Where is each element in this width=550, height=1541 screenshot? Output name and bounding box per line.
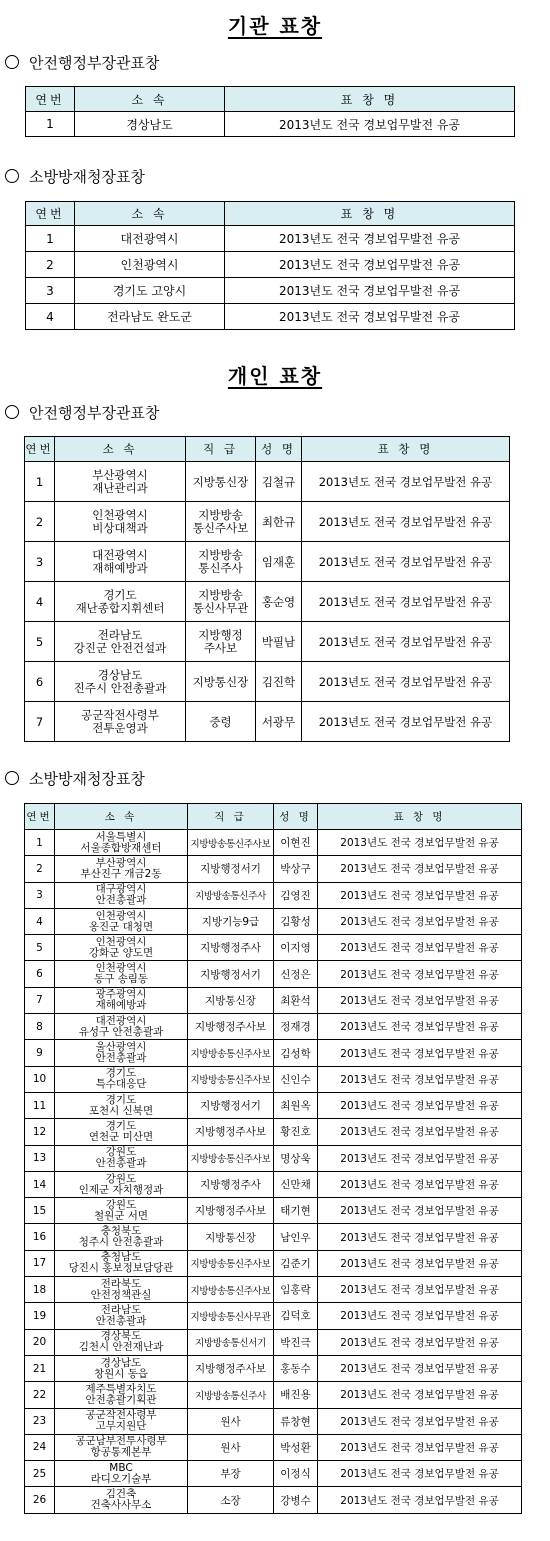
table-row	[25, 1198, 522, 1224]
cell-award: 2013년도 전국 경보업무발전 유공	[225, 252, 515, 278]
cell-no: 1	[25, 830, 55, 856]
header-affiliation: 소 속	[55, 437, 186, 462]
cell-no: 20	[25, 1329, 55, 1355]
cell-award: 2013년도 전국 경보업무발전 유공	[318, 1171, 522, 1197]
cell-award: 2013년도 전국 경보업무발전 유공	[318, 1040, 522, 1066]
table-row	[25, 987, 522, 1013]
cell-name: 김영진	[274, 882, 318, 908]
cell-rank: 지방기능9급	[188, 908, 274, 934]
cell-name: 임홍락	[274, 1277, 318, 1303]
cell-award: 2013년도 전국 경보업무발전 유공	[318, 1303, 522, 1329]
cell-affiliation: 충청남도 당진시 홍보정보담당관	[55, 1250, 188, 1276]
table-row	[25, 1461, 522, 1487]
cell-award: 2013년도 전국 경보업무발전 유공	[318, 1487, 522, 1513]
circle-bullet-icon	[5, 405, 19, 419]
cell-rank: 원사	[188, 1434, 274, 1460]
cell-name: 최원옥	[274, 1092, 318, 1118]
table-row	[25, 1355, 522, 1381]
cell-affiliation: 경상북도 김천시 안전재난과	[55, 1329, 188, 1355]
cell-no: 1	[26, 112, 75, 137]
header-no: 연번	[26, 202, 75, 226]
cell-award: 2013년도 전국 경보업무발전 유공	[318, 935, 522, 961]
cell-affiliation: 경상남도 진주시 안전총괄과	[55, 662, 186, 702]
cell-rank: 지방방송통신사무관	[188, 1303, 274, 1329]
cell-rank: 지방방송 통신사무관	[186, 582, 256, 622]
cell-name: 박진극	[274, 1329, 318, 1355]
cell-award: 2013년도 전국 경보업무발전 유공	[318, 882, 522, 908]
cell-no: 5	[25, 622, 55, 662]
cell-no: 14	[25, 1171, 55, 1197]
cell-rank: 지방행정주사	[188, 935, 274, 961]
cell-affiliation: 인천광역시 동구 송림동	[55, 961, 188, 987]
cell-affiliation: 대전광역시	[75, 226, 225, 252]
table-row	[26, 304, 515, 330]
cell-affiliation: 대전광역시 유성구 안전총괄과	[55, 1014, 188, 1040]
table-row	[25, 1040, 522, 1066]
cell-name: 태기현	[274, 1198, 318, 1224]
cell-affiliation: 경상남도 창원시 동읍	[55, 1355, 188, 1381]
header-rank: 직 급	[188, 804, 274, 830]
cell-award: 2013년도 전국 경보업무발전 유공	[318, 1198, 522, 1224]
cell-affiliation: MBC 라디오기술부	[55, 1461, 188, 1487]
cell-rank: 지방행정서기	[188, 856, 274, 882]
header-no: 연번	[26, 87, 75, 112]
cell-no: 12	[25, 1119, 55, 1145]
table-row	[25, 961, 522, 987]
cell-no: 7	[25, 702, 55, 742]
header-no: 연번	[25, 437, 55, 462]
cell-award: 2013년도 전국 경보업무발전 유공	[225, 112, 515, 137]
cell-award: 2013년도 전국 경보업무발전 유공	[225, 304, 515, 330]
cell-rank: 지방행정 주사보	[186, 622, 256, 662]
cell-name: 홍순영	[256, 582, 302, 622]
cell-award: 2013년도 전국 경보업무발전 유공	[302, 462, 510, 502]
cell-no: 2	[26, 252, 75, 278]
cell-award: 2013년도 전국 경보업무발전 유공	[302, 622, 510, 662]
cell-affiliation: 공군작전사령부 고무지원단	[55, 1408, 188, 1434]
cell-no: 16	[25, 1224, 55, 1250]
table-row	[25, 856, 522, 882]
cell-affiliation: 김건축 건축사사무소	[55, 1487, 188, 1513]
cell-name: 김덕호	[274, 1303, 318, 1329]
cell-name: 신인수	[274, 1066, 318, 1092]
cell-rank: 지방행정주사보	[188, 1198, 274, 1224]
cell-no: 3	[25, 882, 55, 908]
cell-award: 2013년도 전국 경보업무발전 유공	[318, 1224, 522, 1250]
cell-name: 이현진	[274, 830, 318, 856]
cell-no: 25	[25, 1461, 55, 1487]
cell-affiliation: 경기도 고양시	[75, 278, 225, 304]
cell-affiliation: 경기도 재난종합지휘센터	[55, 582, 186, 622]
cell-rank: 지방행정주사보	[188, 1355, 274, 1381]
cell-award: 2013년도 전국 경보업무발전 유공	[318, 1461, 522, 1487]
table-row	[25, 582, 510, 622]
cell-no: 4	[25, 582, 55, 622]
header-award: 표 창 명	[318, 804, 522, 830]
cell-rank: 지방방송통신주사	[188, 1382, 274, 1408]
table-header-row	[25, 437, 510, 462]
cell-name: 임재훈	[256, 542, 302, 582]
cell-no: 3	[26, 278, 75, 304]
table-row	[26, 112, 515, 137]
cell-name: 서광무	[256, 702, 302, 742]
cell-no: 2	[25, 502, 55, 542]
table-row	[25, 1119, 522, 1145]
table-header-row	[26, 87, 515, 112]
cell-award: 2013년도 전국 경보업무발전 유공	[302, 662, 510, 702]
table-row	[25, 502, 510, 542]
cell-affiliation: 제주특별자치도 안전총괄기획관	[55, 1382, 188, 1408]
table-row	[25, 462, 510, 502]
cell-no: 4	[25, 908, 55, 934]
cell-name: 최환석	[274, 987, 318, 1013]
cell-rank: 지방방송통신주사	[188, 882, 274, 908]
cell-name: 김준기	[274, 1250, 318, 1276]
cell-affiliation: 강원도 인제군 자치행정과	[55, 1171, 188, 1197]
cell-rank: 지방방송통신주사보	[188, 1066, 274, 1092]
circle-bullet-icon	[5, 55, 19, 69]
table-row	[26, 278, 515, 304]
cell-no: 5	[25, 935, 55, 961]
cell-rank: 지방방송 통신주사보	[186, 502, 256, 542]
cell-affiliation: 서울특별시 서울종합방재센터	[55, 830, 188, 856]
cell-no: 6	[25, 662, 55, 702]
cell-award: 2013년도 전국 경보업무발전 유공	[318, 856, 522, 882]
inst-group-1-heading: 안전행정부장관표창	[5, 52, 159, 73]
cell-affiliation: 전라북도 안전정책관실	[55, 1277, 188, 1303]
table-row	[25, 622, 510, 662]
cell-no: 26	[25, 1487, 55, 1513]
table-row	[25, 702, 510, 742]
cell-name: 황진호	[274, 1119, 318, 1145]
cell-name: 강병수	[274, 1487, 318, 1513]
inst-group-2-heading: 소방방재청장표창	[5, 166, 145, 187]
cell-affiliation: 충청북도 청주시 안전총괄과	[55, 1224, 188, 1250]
cell-name: 김황성	[274, 908, 318, 934]
cell-affiliation: 부산광역시 부산진구 개금2동	[55, 856, 188, 882]
table-row	[25, 662, 510, 702]
cell-no: 2	[25, 856, 55, 882]
indiv-group-1-heading: 안전행정부장관표창	[5, 402, 159, 423]
table-row	[25, 1434, 522, 1460]
cell-affiliation: 전라남도 완도군	[75, 304, 225, 330]
table-row	[25, 1329, 522, 1355]
cell-rank: 지방방송 통신주사	[186, 542, 256, 582]
table-header-row	[25, 804, 522, 830]
cell-no: 19	[25, 1303, 55, 1329]
cell-rank: 지방행정서기	[188, 961, 274, 987]
table-row	[25, 1171, 522, 1197]
table-row	[25, 1066, 522, 1092]
cell-rank: 지방행정주사	[188, 1171, 274, 1197]
indiv-agency-table	[24, 803, 522, 1514]
cell-award: 2013년도 전국 경보업무발전 유공	[302, 702, 510, 742]
cell-name: 박성환	[274, 1434, 318, 1460]
cell-award: 2013년도 전국 경보업무발전 유공	[318, 1092, 522, 1118]
table-row	[25, 1092, 522, 1118]
cell-affiliation: 인천광역시 강화군 양도면	[55, 935, 188, 961]
cell-affiliation: 인천광역시 비상대책과	[55, 502, 186, 542]
cell-no: 18	[25, 1277, 55, 1303]
header-no: 연번	[25, 804, 55, 830]
table-row	[25, 882, 522, 908]
circle-bullet-icon	[5, 771, 19, 785]
cell-affiliation: 경기도 포천시 신북면	[55, 1092, 188, 1118]
cell-no: 6	[25, 961, 55, 987]
cell-no: 22	[25, 1382, 55, 1408]
cell-no: 23	[25, 1408, 55, 1434]
cell-no: 11	[25, 1092, 55, 1118]
cell-name: 이지영	[274, 935, 318, 961]
header-award: 표 창 명	[225, 202, 515, 226]
cell-name: 김철규	[256, 462, 302, 502]
table-row	[25, 1408, 522, 1434]
cell-award: 2013년도 전국 경보업무발전 유공	[318, 1066, 522, 1092]
cell-name: 이정식	[274, 1461, 318, 1487]
cell-name: 김성학	[274, 1040, 318, 1066]
circle-bullet-icon	[5, 169, 19, 183]
table-row	[25, 1250, 522, 1276]
header-rank: 직 급	[186, 437, 256, 462]
cell-no: 1	[26, 226, 75, 252]
cell-name: 신만채	[274, 1171, 318, 1197]
header-affiliation: 소 속	[75, 202, 225, 226]
cell-rank: 지방행정주사보	[188, 1014, 274, 1040]
cell-affiliation: 공군작전사령부 전투운영과	[55, 702, 186, 742]
cell-no: 17	[25, 1250, 55, 1276]
cell-no: 10	[25, 1066, 55, 1092]
table-row	[25, 1145, 522, 1171]
indiv-group-2-heading: 소방방재청장표창	[5, 768, 145, 789]
table-row	[26, 226, 515, 252]
table-row	[25, 908, 522, 934]
cell-no: 7	[25, 987, 55, 1013]
cell-affiliation: 광주광역시 재해예방과	[55, 987, 188, 1013]
cell-award: 2013년도 전국 경보업무발전 유공	[318, 961, 522, 987]
cell-name: 류창현	[274, 1408, 318, 1434]
cell-affiliation: 경상남도	[75, 112, 225, 137]
cell-affiliation: 경기도 연천군 미산면	[55, 1119, 188, 1145]
cell-no: 8	[25, 1014, 55, 1040]
cell-rank: 지방행정주사보	[188, 1119, 274, 1145]
cell-affiliation: 대전광역시 재해예방과	[55, 542, 186, 582]
cell-no: 21	[25, 1355, 55, 1381]
cell-name: 홍동수	[274, 1355, 318, 1381]
header-name: 성 명	[256, 437, 302, 462]
cell-award: 2013년도 전국 경보업무발전 유공	[302, 502, 510, 542]
cell-award: 2013년도 전국 경보업무발전 유공	[318, 1014, 522, 1040]
cell-affiliation: 전라남도 안전총괄과	[55, 1303, 188, 1329]
cell-award: 2013년도 전국 경보업무발전 유공	[318, 1277, 522, 1303]
cell-award: 2013년도 전국 경보업무발전 유공	[318, 908, 522, 934]
cell-award: 2013년도 전국 경보업무발전 유공	[318, 1250, 522, 1276]
cell-name: 박필남	[256, 622, 302, 662]
cell-award: 2013년도 전국 경보업무발전 유공	[318, 1119, 522, 1145]
cell-award: 2013년도 전국 경보업무발전 유공	[318, 1145, 522, 1171]
inst-agency-table	[25, 201, 515, 330]
cell-affiliation: 경기도 특수대응단	[55, 1066, 188, 1092]
header-affiliation: 소 속	[55, 804, 188, 830]
table-header-row	[26, 202, 515, 226]
cell-award: 2013년도 전국 경보업무발전 유공	[318, 987, 522, 1013]
cell-no: 3	[25, 542, 55, 582]
cell-rank: 소장	[188, 1487, 274, 1513]
cell-rank: 지방통신장	[186, 462, 256, 502]
cell-rank: 원사	[188, 1408, 274, 1434]
cell-affiliation: 강원도 안전총괄과	[55, 1145, 188, 1171]
cell-affiliation: 강원도 철원군 서면	[55, 1198, 188, 1224]
table-row	[25, 1487, 522, 1513]
cell-rank: 지방행정서기	[188, 1092, 274, 1118]
cell-no: 13	[25, 1145, 55, 1171]
cell-no: 24	[25, 1434, 55, 1460]
cell-name: 남인우	[274, 1224, 318, 1250]
cell-rank: 지방방송통신서기	[188, 1329, 274, 1355]
cell-name: 김진학	[256, 662, 302, 702]
cell-affiliation: 부산광역시 재난관리과	[55, 462, 186, 502]
cell-award: 2013년도 전국 경보업무발전 유공	[225, 278, 515, 304]
cell-no: 1	[25, 462, 55, 502]
cell-rank: 부장	[188, 1461, 274, 1487]
cell-rank: 지방방송통신주사보	[188, 1250, 274, 1276]
table-row	[25, 1224, 522, 1250]
cell-affiliation: 대구광역시 안전총괄과	[55, 882, 188, 908]
cell-award: 2013년도 전국 경보업무발전 유공	[318, 1408, 522, 1434]
cell-rank: 지방통신장	[188, 1224, 274, 1250]
cell-rank: 지방통신장	[188, 987, 274, 1013]
cell-affiliation: 울산광역시 안전총괄과	[55, 1040, 188, 1066]
header-affiliation: 소 속	[75, 87, 225, 112]
cell-rank: 지방방송통신주사보	[188, 1277, 274, 1303]
table-row	[25, 542, 510, 582]
header-name: 성 명	[274, 804, 318, 830]
cell-award: 2013년도 전국 경보업무발전 유공	[225, 226, 515, 252]
table-row	[25, 1303, 522, 1329]
individual-title: 개인 표창	[227, 364, 323, 388]
cell-rank: 중령	[186, 702, 256, 742]
header-award: 표 창 명	[225, 87, 515, 112]
inst-minister-table	[25, 86, 515, 137]
cell-name: 신정은	[274, 961, 318, 987]
cell-rank: 지방방송통신주사보	[188, 1040, 274, 1066]
cell-affiliation: 인천광역시 옹진군 대청면	[55, 908, 188, 934]
table-row	[25, 1014, 522, 1040]
cell-award: 2013년도 전국 경보업무발전 유공	[302, 582, 510, 622]
cell-award: 2013년도 전국 경보업무발전 유공	[318, 1382, 522, 1408]
cell-award: 2013년도 전국 경보업무발전 유공	[318, 830, 522, 856]
table-row	[25, 1382, 522, 1408]
header-award: 표 창 명	[302, 437, 510, 462]
cell-award: 2013년도 전국 경보업무발전 유공	[318, 1434, 522, 1460]
cell-no: 9	[25, 1040, 55, 1066]
cell-name: 최한규	[256, 502, 302, 542]
cell-name: 명상욱	[274, 1145, 318, 1171]
cell-award: 2013년도 전국 경보업무발전 유공	[302, 542, 510, 582]
institution-title: 기관 표창	[227, 14, 323, 38]
cell-rank: 지방방송통신주사보	[188, 830, 274, 856]
cell-no: 15	[25, 1198, 55, 1224]
cell-award: 2013년도 전국 경보업무발전 유공	[318, 1355, 522, 1381]
cell-rank: 지방통신장	[186, 662, 256, 702]
indiv-minister-table	[24, 436, 510, 742]
cell-affiliation: 전라남도 강진군 안전건설과	[55, 622, 186, 662]
cell-award: 2013년도 전국 경보업무발전 유공	[318, 1329, 522, 1355]
cell-name: 배진용	[274, 1382, 318, 1408]
cell-name: 박상구	[274, 856, 318, 882]
cell-no: 4	[26, 304, 75, 330]
table-row	[25, 935, 522, 961]
table-row	[26, 252, 515, 278]
table-row	[25, 1277, 522, 1303]
cell-affiliation: 공군남부전투사령부 항공통제본부	[55, 1434, 188, 1460]
cell-rank: 지방방송통신주사보	[188, 1145, 274, 1171]
cell-affiliation: 인천광역시	[75, 252, 225, 278]
cell-name: 정재경	[274, 1014, 318, 1040]
table-row	[25, 830, 522, 856]
